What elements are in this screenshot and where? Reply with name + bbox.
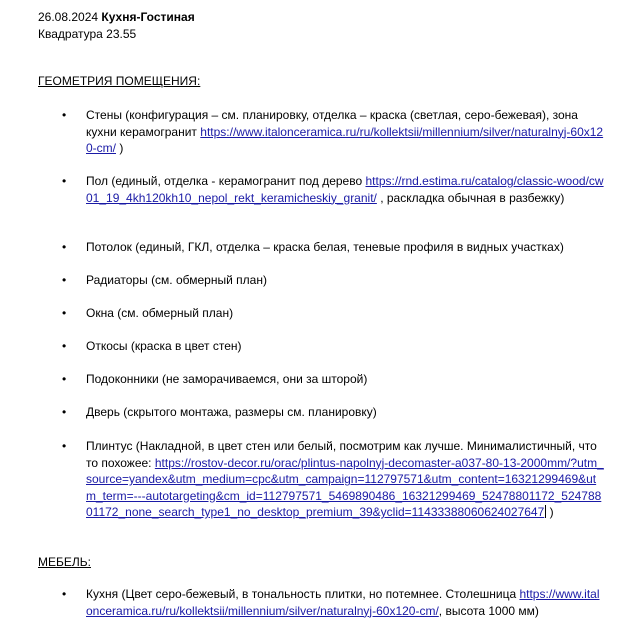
list-item-walls <box>86 107 606 157</box>
list-item-windows: Окна (см. обмерный план) <box>86 306 234 320</box>
list-item-slopes: Откосы (краска в цвет стен) <box>86 339 242 353</box>
kitchen-link[interactable]: https://www.italonceramica.ru/ru/kollektsii/millennium/silver/naturalnyj-60x120-cm/ <box>86 587 600 618</box>
header-date-line <box>38 9 195 25</box>
list-item-kitchen <box>86 586 606 619</box>
bullet-kitchen: • <box>62 587 67 601</box>
walls-text: Стены (конфигурация – см. планировку, отделка – краска (светлая, серо-бежевая), зона кухни керамогранит <box>86 108 578 139</box>
header-date: 26.08.2024 <box>38 10 99 24</box>
bullet-windows: • <box>62 306 67 320</box>
section-title-furniture: МЕБЕЛЬ: <box>38 555 91 569</box>
list-item-baseboard <box>86 438 606 521</box>
header-room: Кухня-Гостиная <box>101 10 195 24</box>
bullet-walls: • <box>62 108 67 122</box>
floor-after: , раскладка обычная в разбежку) <box>376 190 565 205</box>
list-item-radiators: Радиаторы (см. обмерный план) <box>86 273 267 287</box>
walls-after: ) <box>116 141 124 156</box>
floor-text: Пол (единый, отделка - керамогранит под дерево <box>86 174 366 188</box>
section-title-geometry: ГЕОМЕТРИЯ ПОМЕЩЕНИЯ: <box>38 74 201 88</box>
kitchen-after: , высота 1000 мм) <box>438 603 539 618</box>
bullet-door: • <box>62 405 67 419</box>
bullet-radiators: • <box>62 273 67 287</box>
bullet-sills: • <box>62 372 67 386</box>
list-item-floor <box>86 173 606 206</box>
header-area: Квадратура 23.55 <box>38 27 137 41</box>
baseboard-after: ) <box>546 505 554 520</box>
baseboard-text: Плинтус (Накладной, в цвет стен или белый, посмотрим как лучше. Минималистичный, что то похожее: <box>86 439 597 470</box>
bullet-baseboard: • <box>62 439 67 453</box>
bullet-ceiling: • <box>62 240 67 254</box>
list-item-sills: Подоконники (не заморачиваемся, они за шторой) <box>86 372 368 386</box>
bullet-slopes: • <box>62 339 67 353</box>
bullet-floor: • <box>62 174 67 188</box>
walls-link[interactable]: https://www.italonceramica.ru/ru/kollektsii/millennium/silver/naturalnyj-60x120-cm/ <box>86 124 604 156</box>
list-item-ceiling: Потолок (единый, ГКЛ, отделка – краска белая, теневые профиля в видных участках) <box>86 240 564 254</box>
baseboard-link[interactable]: https://rostov-decor.ru/orac/plintus-napolnyj-decomaster-a037-80-13-2000mm/?utm_source=yandex&utm_medium=cpc&utm_campaign=112797571&utm_content=16321299469&utm_term=---autotargeting&cm_id=112797571_5469890486_16321299469_52478801172_52478801172_none_search_type1_no_desktop_premium_39&yclid=11433388060624027647 <box>86 455 604 520</box>
floor-link[interactable]: https://rnd.estima.ru/catalog/classic-wood/cw01_19_4kh120kh10_nepol_rekt_keramicheskiy_granit/ <box>86 174 604 205</box>
list-item-door: Дверь (скрытого монтажа, размеры см. планировку) <box>86 405 377 419</box>
kitchen-text: Кухня (Цвет серо-бежевый, в тональность плитки, но потемнее. Столешница <box>86 587 520 601</box>
